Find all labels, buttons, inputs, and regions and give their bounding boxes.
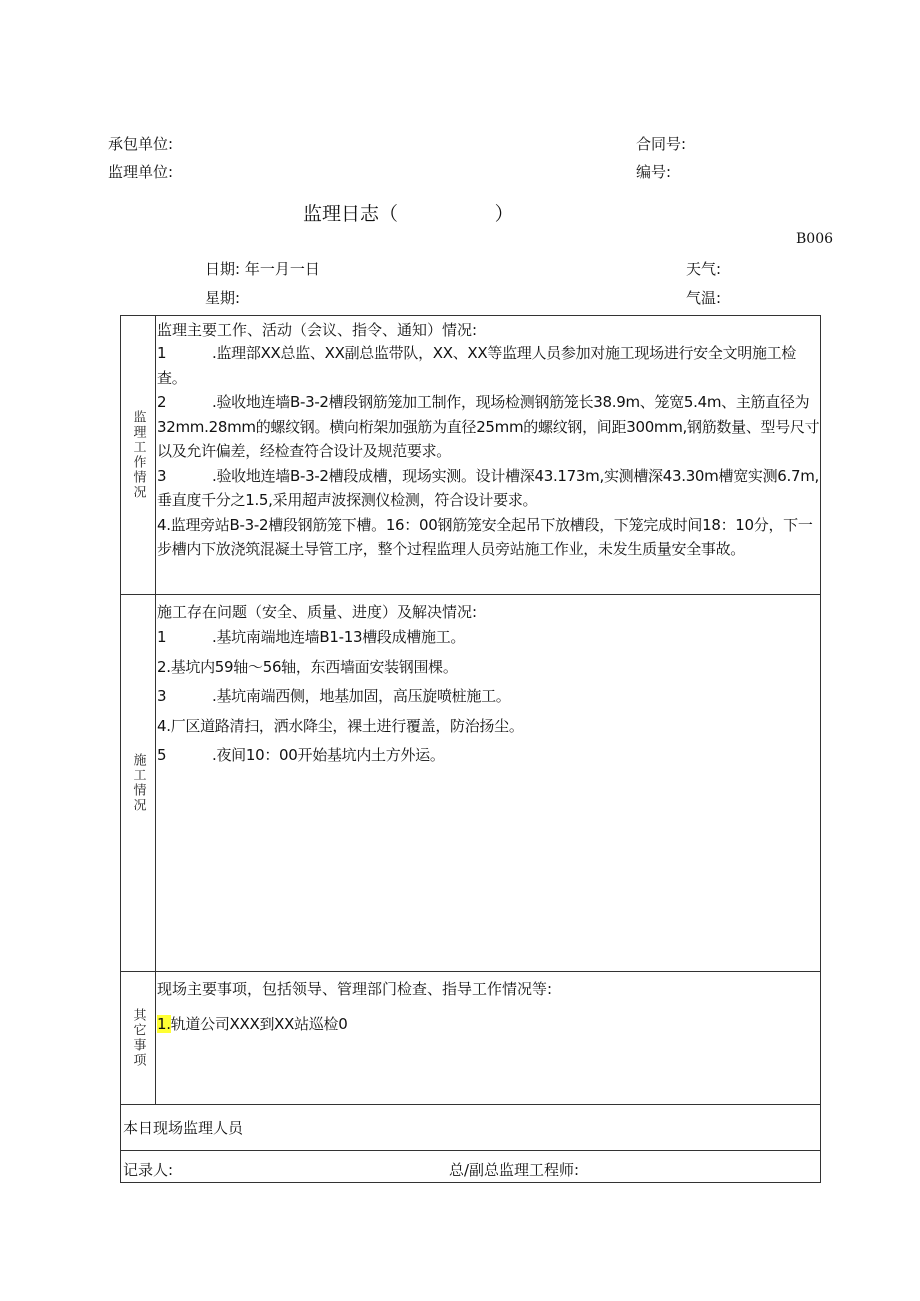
list-item (157, 341, 821, 390)
row-divider-1 (121, 594, 820, 595)
page-title: 监理日志（ ） (303, 203, 514, 225)
list-item (157, 682, 821, 712)
weekday-label: 星期: (205, 289, 241, 307)
staff-label: 本日现场监理人员 (123, 1119, 244, 1137)
list-item-text: 2.基坑内59轴〜56轴，东西墙面安装钢围棵。 (157, 657, 458, 676)
side-column-divider (155, 316, 156, 1104)
list-item-number: 1 (157, 628, 167, 646)
list-item-text: .验收地连墙B-3-2槽段成槽，现场实测。设计槽深43.173m,实测槽深43.30m槽宽实测6.7m,垂直度千分之1.5,采用超声波探测仪检测，符合设计要求。 (157, 466, 820, 509)
list-item-text: .监理部XX总监、XX副总监带队，XX、XX等监理人员参加对施工现场进行安全文明施工检查。 (157, 344, 797, 387)
list-item-text: 4.监理旁站B-3-2槽段钢筋笼下槽。16：00钢筋笼安全起吊下放槽段，下笼完成时间18：10分，下一步槽内下放浇筑混凝土导管工序，整个过程监理人员旁站施工作业，未发生质量安全事故。 (157, 515, 813, 558)
list-item-number: 1 (157, 344, 167, 362)
supervision-side-label: 监理工作情况 (130, 410, 146, 500)
construction-items (157, 623, 821, 771)
list-item-text: .验收地连墙B-3-2槽段钢筋笼加工制作，现场检测钢筋笼长38.9m、笼宽5.4m、主筋直径为32mm.28mm的螺纹钢。横向桁架加强筋为直径25mm的螺纹钢，间距300mm,钢筋数量、型号尺寸以及允许偏差，经检查符合设计及规范要求。 (157, 393, 820, 460)
form-code: B006 (796, 231, 834, 247)
list-item-text: .基坑南端地连墙B1-13槽段成槽施工。 (212, 628, 466, 646)
list-item (157, 390, 821, 464)
row-divider-2 (121, 971, 820, 972)
list-item (157, 712, 821, 742)
list-item (157, 623, 821, 653)
supervision-section (157, 316, 821, 562)
date-label: 日期: 年一月一日 (205, 260, 320, 278)
supervisor-label: 监理单位: (108, 163, 174, 181)
list-item-text: 4.厂区道路清扫，洒水降尘，裸土进行覆盖，防治扬尘。 (157, 716, 524, 735)
supervision-heading: 监理主要工作、活动（会议、指令、通知）情况: (157, 321, 478, 339)
row-divider-3 (121, 1104, 820, 1105)
list-item-number: 3 (157, 687, 167, 705)
serial-no-label: 编号: (636, 163, 672, 181)
list-item (157, 513, 821, 562)
list-item (157, 741, 821, 771)
weather-label: 天气: (686, 260, 722, 278)
construction-heading: 施工存在问题（安全、质量、进度）及解决情况: (157, 603, 478, 621)
list-item-number: 2 (157, 393, 167, 411)
other-item (157, 1012, 821, 1037)
supervision-items (157, 341, 821, 562)
contractor-label: 承包单位: (108, 135, 174, 153)
other-section (157, 975, 821, 1037)
other-item-number: 1. (157, 1015, 171, 1033)
list-item (157, 653, 821, 683)
contract-no-label: 合同号: (636, 135, 687, 153)
other-side-label: 其它事项 (130, 1007, 146, 1068)
chief-engineer-label: 总/副总监理工程师: (449, 1161, 580, 1179)
other-heading: 现场主要事项，包括领导、管理部门检查、指导工作情况等: (157, 980, 553, 998)
construction-side-label: 施工情况 (130, 752, 146, 813)
construction-section (157, 598, 821, 771)
list-item-text: .基坑南端西侧，地基加固，高压旋喷桩施工。 (212, 687, 511, 705)
other-item-text: 轨道公司XXX到XX站巡检0 (170, 1015, 348, 1033)
row-divider-4 (121, 1150, 820, 1151)
list-item-number: 3 (157, 466, 167, 485)
temperature-label: 气温: (686, 289, 722, 307)
list-item-text: .夜间10：00开始基坑内土方外运。 (212, 746, 445, 764)
list-item (157, 464, 821, 513)
recorder-label: 记录人: (123, 1161, 174, 1179)
list-item-number: 5 (157, 746, 167, 764)
log-table (120, 315, 821, 1183)
